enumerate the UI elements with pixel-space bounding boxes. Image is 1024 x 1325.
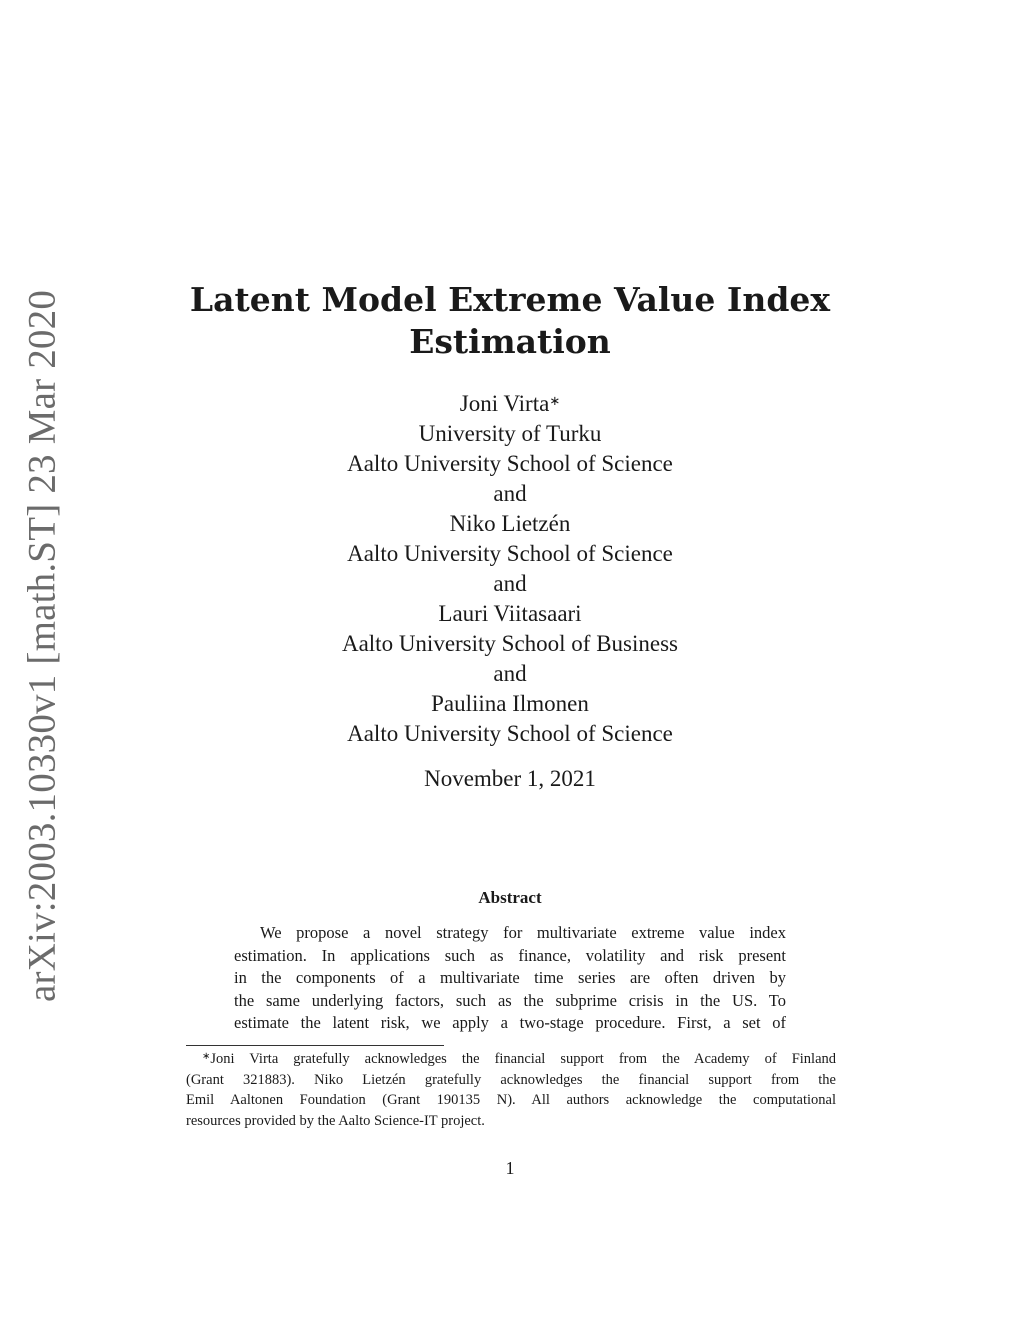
page-number: 1 bbox=[505, 1158, 515, 1178]
author-2-name: Niko Lietzén bbox=[449, 511, 571, 536]
paper-title bbox=[160, 279, 860, 363]
author-4-affiliation: Aalto University School of Science bbox=[347, 721, 673, 746]
footnote-line-text: Joni Virta gratefully acknowledges the financial support from the Academy of Finland bbox=[210, 1051, 836, 1067]
abstract-line: estimate the latent risk, we apply a two-stage procedure. First, a set of bbox=[234, 1013, 786, 1032]
abstract-heading: Abstract bbox=[478, 888, 542, 907]
author-1-line bbox=[200, 389, 820, 419]
author-1-name: Joni Virta bbox=[459, 391, 550, 416]
abstract-line: estimation. In applications such as finance, volatility and risk present bbox=[234, 945, 786, 965]
author-3-name: Lauri Viitasaari bbox=[438, 601, 582, 626]
arxiv-identifier-stamp: arXiv:2003.10330v1 [math.ST] 23 Mar 2020 bbox=[20, 289, 64, 1003]
footnote-divider bbox=[186, 1045, 444, 1046]
footnote bbox=[186, 1049, 836, 1131]
author-separator-2: and bbox=[493, 571, 527, 596]
author-3-affiliation: Aalto University School of Business bbox=[341, 631, 679, 656]
abstract-body bbox=[234, 922, 786, 1035]
footnote-line: resources provided by the Aalto Science-IT project. bbox=[186, 1112, 485, 1129]
paper-title-line-1: Latent Model Extreme Value Index bbox=[189, 280, 831, 319]
author-separator-1: and bbox=[493, 481, 527, 506]
paper-title-line-2: Estimation bbox=[409, 322, 611, 361]
author-2-affiliation: Aalto University School of Science bbox=[347, 541, 673, 566]
abstract-line: We propose a novel strategy for multivariate extreme value index bbox=[260, 923, 786, 942]
author-1-affiliation-2: Aalto University School of Science bbox=[347, 451, 673, 476]
abstract-line: the same underlying factors, such as the subprime crisis in the US. To bbox=[234, 990, 786, 1010]
author-1-affiliation-1: University of Turku bbox=[418, 421, 602, 446]
author-separator-3: and bbox=[493, 661, 527, 686]
footnote-marker: ∗ bbox=[202, 1051, 211, 1062]
footnote-line bbox=[186, 1049, 836, 1070]
author-block bbox=[200, 389, 820, 749]
footnote-line: (Grant 321883). Niko Lietzén gratefully acknowledges the financial support from the bbox=[186, 1071, 836, 1088]
footnote-line: Emil Aaltonen Foundation (Grant 190135 N). All authors acknowledge the computational bbox=[186, 1092, 836, 1108]
publication-date: November 1, 2021 bbox=[424, 766, 596, 791]
abstract-line: in the components of a multivariate time series are often driven by bbox=[234, 968, 786, 987]
author-4-name: Pauliina Ilmonen bbox=[431, 691, 589, 716]
author-1-footnote-marker: ∗ bbox=[549, 393, 561, 408]
